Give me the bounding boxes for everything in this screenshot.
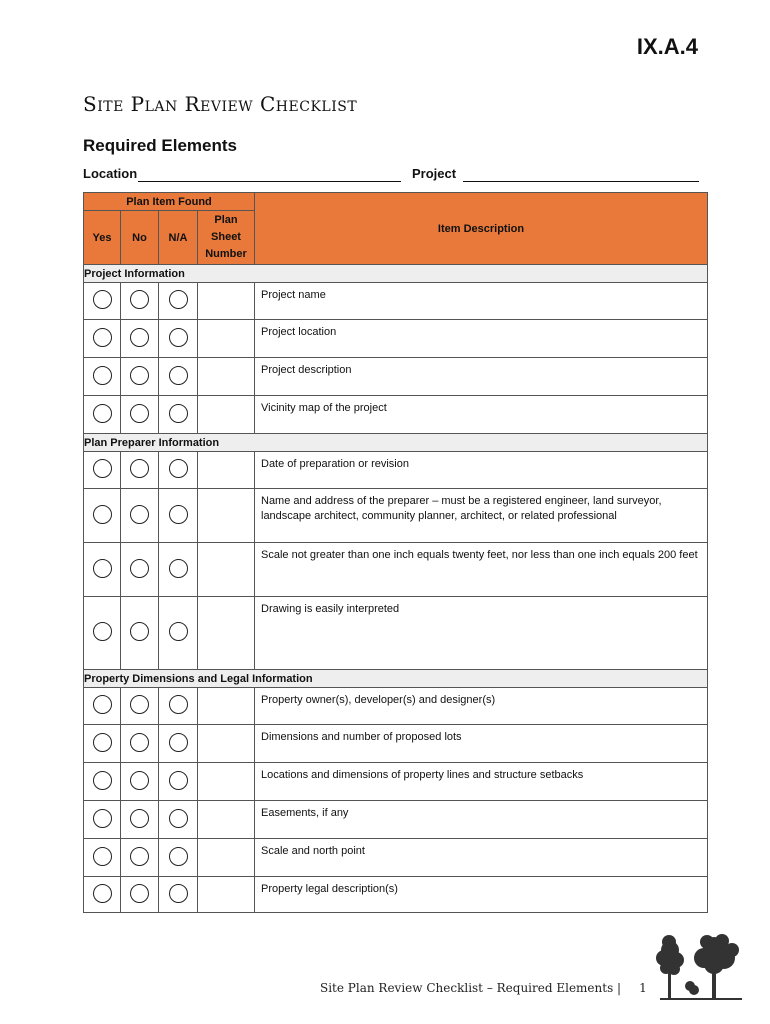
yes-cell xyxy=(84,801,121,839)
checklist-row xyxy=(84,688,708,725)
page-subtitle: Required Elements xyxy=(83,136,237,155)
yes-radio[interactable] xyxy=(93,809,112,828)
section-header-row xyxy=(84,670,708,688)
item-description: Date of preparation or revision xyxy=(255,452,708,489)
na-radio[interactable] xyxy=(169,559,188,578)
checklist-row xyxy=(84,489,708,543)
yes-cell xyxy=(84,763,121,801)
plan-sheet-number-cell[interactable] xyxy=(198,320,255,358)
na-radio[interactable] xyxy=(169,622,188,641)
yes-cell xyxy=(84,543,121,597)
yes-radio[interactable] xyxy=(93,884,112,903)
yes-radio[interactable] xyxy=(93,733,112,752)
na-cell xyxy=(159,543,198,597)
yes-radio[interactable] xyxy=(93,771,112,790)
no-radio[interactable] xyxy=(130,559,149,578)
plan-sheet-number-cell[interactable] xyxy=(198,452,255,489)
checklist-row xyxy=(84,396,708,434)
item-description: Property legal description(s) xyxy=(255,877,708,913)
yes-cell xyxy=(84,597,121,670)
na-cell xyxy=(159,763,198,801)
na-cell xyxy=(159,358,198,396)
na-column-header: N/A xyxy=(159,211,198,265)
na-cell xyxy=(159,489,198,543)
yes-cell xyxy=(84,452,121,489)
no-radio[interactable] xyxy=(130,505,149,524)
yes-cell xyxy=(84,877,121,913)
section-title: Project Information xyxy=(84,265,708,283)
no-cell xyxy=(121,763,159,801)
project-label: Project xyxy=(412,166,457,181)
yes-radio[interactable] xyxy=(93,290,112,309)
yes-radio[interactable] xyxy=(93,328,112,347)
na-cell xyxy=(159,688,198,725)
no-cell xyxy=(121,597,159,670)
checklist-row xyxy=(84,283,708,320)
na-radio[interactable] xyxy=(169,884,188,903)
plan-sheet-number-cell[interactable] xyxy=(198,283,255,320)
checklist-row xyxy=(84,452,708,489)
item-description: Drawing is easily interpreted xyxy=(255,597,708,670)
yes-cell xyxy=(84,489,121,543)
yes-cell xyxy=(84,358,121,396)
checklist-row xyxy=(84,543,708,597)
checklist-row xyxy=(84,801,708,839)
yes-radio[interactable] xyxy=(93,404,112,423)
location-project-row xyxy=(83,166,703,186)
checklist-row xyxy=(84,597,708,670)
na-cell xyxy=(159,320,198,358)
na-cell xyxy=(159,452,198,489)
trees-logo xyxy=(652,928,742,1002)
na-radio[interactable] xyxy=(169,290,188,309)
yes-cell xyxy=(84,320,121,358)
item-description: Project description xyxy=(255,358,708,396)
no-cell xyxy=(121,801,159,839)
na-radio[interactable] xyxy=(169,695,188,714)
plan-sheet-number-header xyxy=(198,211,255,265)
item-description: Easements, if any xyxy=(255,801,708,839)
no-cell xyxy=(121,839,159,877)
plan-sheet-number-cell[interactable] xyxy=(198,358,255,396)
section-header-row xyxy=(84,265,708,283)
item-description: Dimensions and number of proposed lots xyxy=(255,725,708,763)
no-cell xyxy=(121,543,159,597)
yes-radio[interactable] xyxy=(93,505,112,524)
page-footer xyxy=(320,981,647,995)
yes-radio[interactable] xyxy=(93,459,112,478)
page-title: Site Plan Review Checklist xyxy=(83,92,358,116)
na-radio[interactable] xyxy=(169,505,188,524)
no-cell xyxy=(121,877,159,913)
na-radio[interactable] xyxy=(169,366,188,385)
footer-text: Site Plan Review Checklist – Required Elements | xyxy=(320,981,622,995)
plan-sheet-number-cell[interactable] xyxy=(198,688,255,725)
no-column-header: No xyxy=(121,211,159,265)
plan-sheet-number-cell[interactable] xyxy=(198,763,255,801)
no-radio[interactable] xyxy=(130,290,149,309)
checklist-table xyxy=(83,192,708,913)
item-description: Vicinity map of the project xyxy=(255,396,708,434)
checklist-row xyxy=(84,877,708,913)
plan-sheet-number-cell[interactable] xyxy=(198,396,255,434)
yes-radio[interactable] xyxy=(93,622,112,641)
na-radio[interactable] xyxy=(169,328,188,347)
section-title: Property Dimensions and Legal Information xyxy=(84,670,708,688)
page-number: 1 xyxy=(639,981,647,995)
plan-sheet-header-line: Number xyxy=(205,248,247,260)
yes-radio[interactable] xyxy=(93,559,112,578)
no-cell xyxy=(121,725,159,763)
na-cell xyxy=(159,725,198,763)
na-radio[interactable] xyxy=(169,771,188,790)
location-field[interactable] xyxy=(138,181,401,182)
no-radio[interactable] xyxy=(130,847,149,866)
no-radio[interactable] xyxy=(130,404,149,423)
yes-radio[interactable] xyxy=(93,847,112,866)
yes-cell xyxy=(84,396,121,434)
plan-sheet-number-cell[interactable] xyxy=(198,543,255,597)
no-radio[interactable] xyxy=(130,695,149,714)
item-description: Name and address of the preparer – must be a registered engineer, land surveyor, landscape architect, community planner, architect, or related professional xyxy=(255,489,708,543)
item-description-header: Item Description xyxy=(255,193,708,265)
no-radio[interactable] xyxy=(130,733,149,752)
no-radio[interactable] xyxy=(130,366,149,385)
checklist-row xyxy=(84,320,708,358)
document-code: IX.A.4 xyxy=(636,34,698,59)
plan-sheet-number-cell[interactable] xyxy=(198,597,255,670)
plan-sheet-header-line: Plan xyxy=(214,214,238,226)
checklist-row xyxy=(84,358,708,396)
plan-sheet-number-cell[interactable] xyxy=(198,801,255,839)
checklist-row xyxy=(84,839,708,877)
yes-cell xyxy=(84,688,121,725)
checklist-row xyxy=(84,725,708,763)
no-radio[interactable] xyxy=(130,328,149,347)
no-cell xyxy=(121,688,159,725)
project-field[interactable] xyxy=(463,181,699,182)
na-radio[interactable] xyxy=(169,459,188,478)
yes-radio[interactable] xyxy=(93,695,112,714)
plan-sheet-header-line: Sheet xyxy=(211,231,241,243)
na-radio[interactable] xyxy=(169,809,188,828)
no-cell xyxy=(121,358,159,396)
na-radio[interactable] xyxy=(169,847,188,866)
plan-sheet-number-cell[interactable] xyxy=(198,839,255,877)
plan-item-found-header: Plan Item Found xyxy=(84,193,255,211)
section-title: Plan Preparer Information xyxy=(84,434,708,452)
no-cell xyxy=(121,396,159,434)
plan-sheet-number-cell[interactable] xyxy=(198,725,255,763)
item-description: Locations and dimensions of property lines and structure setbacks xyxy=(255,763,708,801)
item-description: Project name xyxy=(255,283,708,320)
na-cell xyxy=(159,839,198,877)
no-radio[interactable] xyxy=(130,622,149,641)
na-cell xyxy=(159,801,198,839)
na-radio[interactable] xyxy=(169,404,188,423)
checklist-row xyxy=(84,763,708,801)
no-radio[interactable] xyxy=(130,771,149,790)
yes-cell xyxy=(84,725,121,763)
yes-cell xyxy=(84,839,121,877)
na-cell xyxy=(159,597,198,670)
section-header-row xyxy=(84,434,708,452)
no-radio[interactable] xyxy=(130,884,149,903)
no-cell xyxy=(121,489,159,543)
yes-cell xyxy=(84,283,121,320)
no-radio[interactable] xyxy=(130,809,149,828)
item-description: Project location xyxy=(255,320,708,358)
no-cell xyxy=(121,452,159,489)
na-cell xyxy=(159,877,198,913)
yes-radio[interactable] xyxy=(93,366,112,385)
item-description: Scale not greater than one inch equals twenty feet, nor less than one inch equals 200 feet xyxy=(255,543,708,597)
na-radio[interactable] xyxy=(169,733,188,752)
plan-sheet-number-cell[interactable] xyxy=(198,489,255,543)
na-cell xyxy=(159,396,198,434)
yes-column-header: Yes xyxy=(84,211,121,265)
item-description: Scale and north point xyxy=(255,839,708,877)
na-cell xyxy=(159,283,198,320)
no-cell xyxy=(121,283,159,320)
plan-sheet-number-cell[interactable] xyxy=(198,877,255,913)
item-description: Property owner(s), developer(s) and designer(s) xyxy=(255,688,708,725)
no-cell xyxy=(121,320,159,358)
location-label: Location xyxy=(83,166,138,181)
no-radio[interactable] xyxy=(130,459,149,478)
